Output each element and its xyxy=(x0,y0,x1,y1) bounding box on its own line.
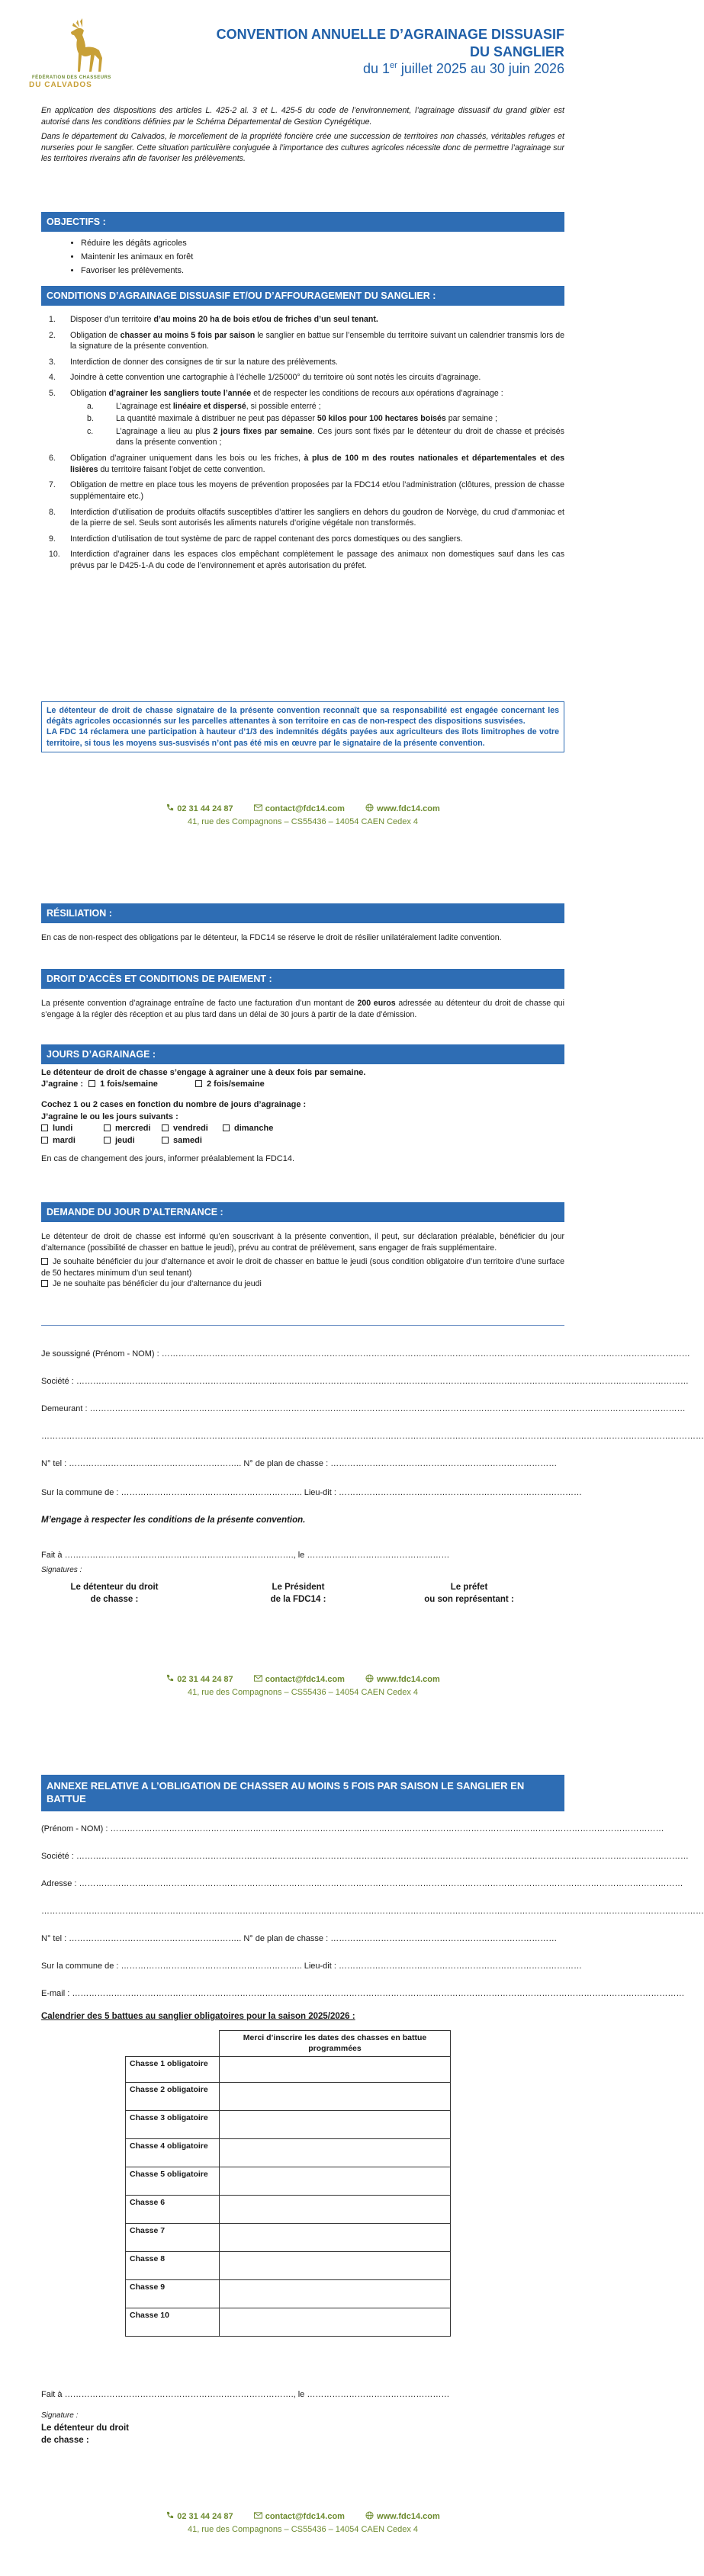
calendar-row-label: Chasse 4 obligatoire xyxy=(126,2138,220,2167)
signature-president[interactable]: Le Président de la FDC14 : xyxy=(270,1583,326,1604)
calendar-date-cell[interactable] xyxy=(220,2082,451,2110)
jours-agrainage: Le détenteur de droit de chasse s’engage à agrainer une à deux fois par semaine. J’agraine : 1 fois/semaine 2 fois/semaine Cochez 1 ou 2 cases en fonction du nombre de jours d’agrainage : J’agraine le ou les jours suivants : lundi mercredi vendredi dimanche mardi jeudi samedi En cas de changement des jours, informer préalablement la FDC14. xyxy=(41,1067,564,1165)
alternance-body: Le détenteur de droit de chasse est informé qu’en souscrivant à la présente convention, il peut, sur déclaration préalable, bénéficier du jour d’alternance (possibilité de chasser en battue le jeudi), prévu au contrat de prélèvement, sans engager de frais supplémentaire. Je souhaite bénéficier du jour d’alternance et avoir le droit de chasser en battue le jeudi (sous condition obligatoire d’un territoire d’une surface de 50 hectares minimum d’un seul tenant) Je ne souhaite pas bénéficier du jour d’alternance du jeudi xyxy=(41,1232,564,1289)
condition-item: 8. Interdiction d’utilisation de produits olfactifs susceptibles d’attirer les sangliers en dehors du goudron de Norvège, du crud d’ammoniac et de la pierre de sel. Seuls sont autorisés les aliments naturels d’origine végétale non transformés. xyxy=(49,507,564,528)
frequency-once-checkbox[interactable]: 1 fois/semaine xyxy=(88,1079,158,1089)
frequency-twice-checkbox[interactable]: 2 fois/semaine xyxy=(195,1079,265,1089)
annexe-signature-detenteur[interactable]: Le détenteur du droit de chasse : xyxy=(41,2424,129,2445)
intro xyxy=(41,105,564,165)
section-droit-header: DROIT D’ACCÈS ET CONDITIONS DE PAIEMENT : xyxy=(41,969,564,989)
annexe-address-line2[interactable]: ………………………………………………………………………………………………………………………………………………………………………………………………………………… xyxy=(41,1907,704,1916)
page-footer xyxy=(0,2511,606,2536)
divider xyxy=(41,1325,564,1326)
footer-website[interactable]: www.fdc14.com xyxy=(365,804,440,813)
footer-website[interactable]: www.fdc14.com xyxy=(365,1675,440,1684)
calendar-title: Calendrier des 5 battues au sanglier obligatoires pour la saison 2025/2026 : xyxy=(41,2012,355,2021)
intro-paragraph-1: En application des dispositions des articles L. 425-2 al. 3 et L. 425-5 du code de l’environnement, l’agrainage dissuasif du grand gibier est autorisé dans les conditions définies par le Schéma Départemental de Gestion Cynégétique. xyxy=(41,106,564,127)
day-checkbox-mardi[interactable]: mardi xyxy=(41,1135,76,1147)
deer-icon xyxy=(63,17,108,73)
footer-email[interactable]: contact@fdc14.com xyxy=(254,2512,345,2521)
signature-prefet[interactable]: Le préfet ou son représentant : xyxy=(424,1583,514,1604)
annexe-fait-a-field[interactable]: Fait à ………………………………………………………………………., le …………………………………………… xyxy=(41,2390,450,2399)
calendar-row-label: Chasse 1 obligatoire xyxy=(126,2056,220,2082)
globe-icon xyxy=(365,2511,374,2520)
societe-field[interactable]: Société : ………………………………………………………………………………………………………………………………………………………………………………………………… xyxy=(41,1377,689,1386)
condition-item: 9. Interdiction d’utilisation de tout système de parc de rappel contenant des porcs domestiques ou des sangliers. xyxy=(49,534,463,544)
calendar-row-label: Chasse 8 xyxy=(126,2251,220,2279)
calendar-date-cell[interactable] xyxy=(220,2308,451,2336)
mail-icon xyxy=(254,804,262,812)
title-dates: du 1er juillet 2025 au 30 juin 2026 xyxy=(362,61,564,76)
calendar-row-label: Chasse 2 obligatoire xyxy=(126,2082,220,2110)
objectifs-list xyxy=(41,238,564,280)
condition-subitem: a. L’agrainage est linéaire et dispersé, si possible enterré ; xyxy=(87,401,321,411)
address-field[interactable]: Demeurant : …………………………………………………………………………………………………………………………………………………………………………………………… xyxy=(41,1404,686,1413)
condition-item: 1. Disposer d’un territoire d’au moins 20 ha de bois et/ou de friches d’un seul tenant. xyxy=(49,315,378,324)
calendar-date-cell[interactable] xyxy=(220,2279,451,2308)
annexe-societe-field[interactable]: Société : ………………………………………………………………………………………………………………………………………………………………………………………………… xyxy=(41,1852,689,1861)
objectif-item: • Favoriser les prélèvements. xyxy=(81,265,564,277)
calendar-date-cell[interactable] xyxy=(220,2251,451,2279)
calendar-row-label: Chasse 9 xyxy=(126,2279,220,2308)
phone-icon xyxy=(166,1674,174,1683)
section-objectifs-header: OBJECTIFS : xyxy=(41,212,564,232)
condition-item: 2. Obligation de chasser au moins 5 fois par saison le sanglier en battue sur l’ensemble du territoire suivant un calendrier transmis lors de la signature de la présente convention. xyxy=(49,330,565,351)
mail-icon xyxy=(254,1674,262,1683)
notice-paragraph-1: Le détenteur de droit de chasse signataire de la présente convention reconnaît que sa responsabilité est engagée concernant les dégâts agricoles occasionnés sur les parcelles attenantes à son territoire en cas de non-respect des dispositions susvisées. xyxy=(47,706,559,727)
intro-paragraph-2: Dans le département du Calvados, le morcellement de la propriété foncière crée une succession de territoires non chassés, véritables refuges et nurseries pour le sanglier. Cette situation particulière conjuguée à l’importance des cultures agricoles nécessite donc de permettre l’agrainage sur les territoires riverains afin de favoriser les prélèvements. xyxy=(41,132,564,164)
footer-phone: 02 31 44 24 87 xyxy=(166,1675,233,1684)
annexe-email-field[interactable]: E-mail : ………………………………………………………………………………………………………………………………………………………………………………………………… xyxy=(41,1989,685,1998)
address-field-line2[interactable]: ………………………………………………………………………………………………………………………………………………………………………………………………………………… xyxy=(41,1432,704,1441)
page-footer xyxy=(0,804,606,828)
resiliation-text: En cas de non-respect des obligations par le détenteur, la FDC14 se réserve le droit de résilier unilatéralement ladite convention. xyxy=(41,933,502,942)
condition-item: 6. Obligation d’agrainer uniquement dans les bois ou les friches, à plus de 100 m des routes nationales et départementales et des lisières du territoire faisant l’objet de cette convention. xyxy=(49,454,564,474)
section-conditions-header: CONDITIONS D’AGRAINAGE DISSUASIF ET/OU D’AFFOURAGEMENT DU SANGLIER : xyxy=(41,286,564,306)
annexe-commune-lieudit-field[interactable]: Sur la commune de : ……………………………………………………….. Lieu-dit : …………………………………………………………………………… xyxy=(41,1962,582,1971)
footer-email[interactable]: contact@fdc14.com xyxy=(254,1675,345,1684)
calendar-row-label: Chasse 5 obligatoire xyxy=(126,2167,220,2195)
calendar-row-label: Chasse 10 xyxy=(126,2308,220,2336)
page-3 xyxy=(0,1715,704,2576)
globe-icon xyxy=(365,1674,374,1683)
footer-address: 41, rue des Compagnons – CS55436 – 14054 CAEN Cedex 4 xyxy=(187,2525,419,2535)
alternance-no-checkbox[interactable]: Je ne souhaite pas bénéficier du jour d’alternance du jeudi xyxy=(41,1278,564,1290)
commune-lieudit-field[interactable]: Sur la commune de : ……………………………………………………….. Lieu-dit : …………………………………………………………………………… xyxy=(41,1488,582,1497)
title-line2: DU SANGLIER xyxy=(469,43,564,59)
phone-icon xyxy=(166,2511,174,2520)
calendar-row-label: Chasse 3 obligatoire xyxy=(126,2110,220,2138)
section-resiliation-header: RÉSILIATION : xyxy=(41,903,564,923)
signatures-label: Signatures : xyxy=(41,1566,82,1574)
alternance-yes-checkbox[interactable]: Je souhaite bénéficier du jour d’alternance et avoir le droit de chasser en battue le jeudi (sous condition obligatoire d’un territoire d’une surface de 50 hectares minimum d’un seul tenant) xyxy=(41,1257,564,1278)
footer-address: 41, rue des Compagnons – CS55436 – 14054 CAEN Cedex 4 xyxy=(187,1688,419,1698)
commitment-statement: M’engage à respecter les conditions de la présente convention. xyxy=(41,1516,306,1525)
logo-text-line2: DU CALVADOS xyxy=(29,81,92,89)
mail-icon xyxy=(254,2511,262,2520)
fdc14-logo xyxy=(24,17,146,96)
day-checkbox-jeudi[interactable]: jeudi xyxy=(104,1135,135,1147)
calendar-row-label: Chasse 7 xyxy=(126,2223,220,2251)
responsibility-notice xyxy=(41,701,564,752)
days-grid xyxy=(41,1123,564,1149)
condition-subitem: c. L’agrainage a lieu au plus 2 jours fixes par semaine. Ces jours sont fixés par le détenteur du droit de chasse et précisés dans la présente convention ; xyxy=(87,426,564,448)
annexe-address-field[interactable]: Adresse : ……………………………………………………………………………………………………………………………………………………………………………………………… xyxy=(41,1879,683,1888)
battues-calendar-table xyxy=(125,2030,451,2337)
page-footer xyxy=(0,1674,606,1699)
calendar-date-cell[interactable] xyxy=(220,2110,451,2138)
footer-phone: 02 31 44 24 87 xyxy=(166,804,233,813)
calendar-date-cell[interactable] xyxy=(220,2138,451,2167)
day-checkbox-dimanche[interactable]: dimanche xyxy=(223,1123,273,1134)
annexe-tel-plan-field[interactable]: N° tel : …………………………………………………….. N° de plan de chasse : ……………………………………………………………………… xyxy=(41,1934,558,1943)
signature-detenteur[interactable]: Le détenteur du droit de chasse : xyxy=(70,1583,159,1604)
section-alternance-header: DEMANDE DU JOUR D’ALTERNANCE : xyxy=(41,1202,564,1222)
calendar-date-cell[interactable] xyxy=(220,2056,451,2082)
annexe-name-field[interactable]: (Prénom - NOM) : ……………………………………………………………………………………………………………………………………………………………………………… xyxy=(41,1824,664,1833)
section-jours-header: JOURS D’AGRAINAGE : xyxy=(41,1044,564,1064)
section-annexe-header: ANNEXE RELATIVE A L’OBLIGATION DE CHASSER AU MOINS 5 FOIS PAR SAISON LE SANGLIER EN BATTUE xyxy=(41,1775,564,1811)
droit-text: La présente convention d’agrainage entraîne de facto une facturation d’un montant de 200 euros adressée au détenteur du droit de chasse qui s’engage à la régler dès réception et au plus tard dans un délai de 30 jours à partir de la date d’émission. xyxy=(41,999,565,1019)
day-checkbox-mercredi[interactable]: mercredi xyxy=(104,1123,150,1134)
name-field[interactable]: Je soussigné (Prénom - NOM) : ……………………………………………………………………………………………………………………………………………………………………… xyxy=(41,1349,690,1359)
footer-email[interactable]: contact@fdc14.com xyxy=(254,804,345,813)
footer-phone: 02 31 44 24 87 xyxy=(166,2512,233,2521)
day-checkbox-vendredi[interactable]: vendredi xyxy=(162,1123,208,1134)
calendar-date-cell[interactable] xyxy=(220,2195,451,2223)
footer-address: 41, rue des Compagnons – CS55436 – 14054 CAEN Cedex 4 xyxy=(187,817,419,827)
condition-item: 3. Interdiction de donner des consignes de tir sur la nature des prélèvements. xyxy=(49,357,338,367)
notice-paragraph-2: LA FDC 14 réclamera une participation à hauteur d’1/3 des indemnités dégâts payées aux agriculteurs des îlots limitrophes de votre territoire, si tous les moyens sus-susvisés n’ont pas été mis en œuvre par le signataire de la présente convention. xyxy=(47,727,559,748)
fait-a-field[interactable]: Fait à ………………………………………………………………………., le …………………………………………… xyxy=(41,1551,450,1560)
globe-icon xyxy=(365,804,374,812)
calendar-date-cell[interactable] xyxy=(220,2223,451,2251)
condition-subitem: b. La quantité maximale à distribuer ne peut pas dépasser 50 kilos pour 100 hectares boisés par semaine ; xyxy=(87,414,497,424)
page-2 xyxy=(0,858,704,1715)
condition-item: 5. Obligation d’agrainer les sangliers toute l’année et de respecter les conditions de recours aux opérations d’agrainage : a. L’agrainage est linéaire et dispersé, si possible enterré ; b. La quantité maximale à distribuer ne peut pas dépasser 50 kilos pour 100 hectares boisés par semaine ; c. L’agrainage a lieu au plus 2 jours fixes par semaine. Ces jours sont fixés par le détenteur du droit de chasse et précisés dans la présente convention ; xyxy=(49,389,564,448)
conditions-list xyxy=(41,314,564,576)
condition-item: 10. Interdiction d’agrainer dans les espaces clos empêchant complètement le passage des animaux non domestiques sauf dans les cas prévus par le D425-1-A du code de l’environnement et après autorisation du préfet. xyxy=(49,550,564,570)
day-checkbox-samedi[interactable]: samedi xyxy=(162,1135,202,1147)
annexe-signature-label: Signature : xyxy=(41,2411,79,2420)
calendar-row-label: Chasse 6 xyxy=(126,2195,220,2223)
page-1 xyxy=(0,0,606,858)
title-line1: CONVENTION ANNUELLE D’AGRAINAGE DISSUASIF xyxy=(216,27,564,42)
calendar-date-cell[interactable] xyxy=(220,2167,451,2195)
footer-website[interactable]: www.fdc14.com xyxy=(365,2512,440,2521)
logo-text-line1: FÉDÉRATION DES CHASSEURS xyxy=(32,75,111,80)
condition-item: 7. Obligation de mettre en place tous les moyens de prévention proposées par la FDC14 et/ou l’administration (clôtures, pression de chasse supplémentaire etc.) xyxy=(49,480,564,501)
tel-plan-field[interactable]: N° tel : …………………………………………………….. N° de plan de chasse : ……………………………………………………………………… xyxy=(41,1459,558,1468)
phone-icon xyxy=(166,804,174,812)
objectif-item: • Réduire les dégâts agricoles xyxy=(81,238,564,249)
condition-item: 4. Joindre à cette convention une cartographie à l’échelle 1/25000° du territoire où sont notés les circuits d’agrainage. xyxy=(49,373,481,383)
document-title xyxy=(183,26,564,78)
calendar-column-header: Merci d’inscrire les dates des chasses en battue programmées xyxy=(220,2031,451,2057)
day-checkbox-lundi[interactable]: lundi xyxy=(41,1123,72,1134)
objectif-item: • Maintenir les animaux en forêt xyxy=(81,252,564,263)
